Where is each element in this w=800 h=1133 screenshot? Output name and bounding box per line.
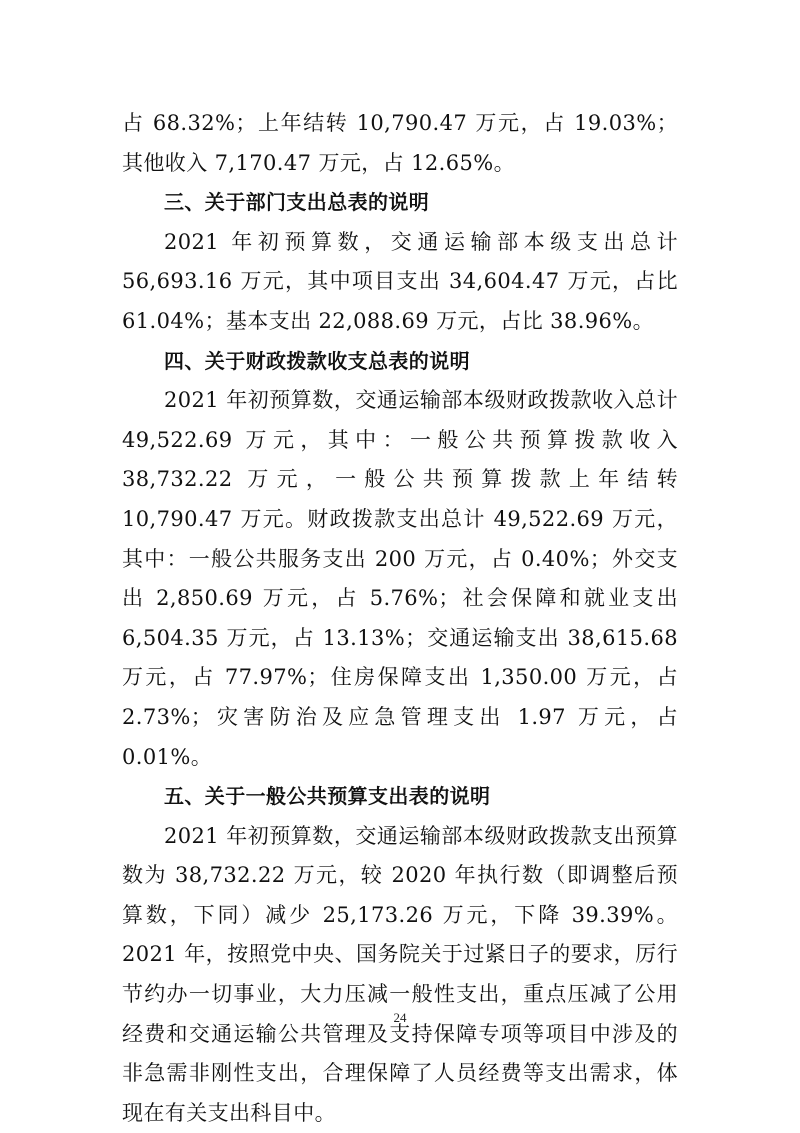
section-heading-4: 四、关于财政拨款收支总表的说明 [164,348,470,373]
paragraph-expenditure-total: 2021 年初预算数，交通运输部本级支出总计 56,693.16 万元，其中项目支出 34,604.47 万元，占比 61.04%；基本支出 22,088.69 万元，占比 38.96%。 [122,229,678,333]
page-number: 24 [393,1010,407,1025]
section-heading-3: 三、关于部门支出总表的说明 [164,190,430,215]
section-heading-5: 五、关于一般公共预算支出表的说明 [164,784,491,809]
body-text [122,104,678,1133]
paragraph-income-continuation: 占 68.32%；上年结转 10,790.47 万元，占 19.03%；其他收入 7,170.47 万元，占 12.65%。 [122,111,678,175]
paragraph-general-budget: 2021 年初预算数，交通运输部本级财政拨款支出预算数为 38,732.22 万元，较 2020 年执行数（即调整后预算数，下同）减少 25,173.26 万元，下降 39.39%。2021 年，按照党中央、国务院关于过紧日子的要求，厉行节约办一切事业，大力压减一般性支出，重点压减了公用经费和交通运输公共管理及支持保障专项等项目中涉及的非急需非刚性支出，合理保障了人员经费等支出需求，体现在有关支出科目中。 [122,823,678,1125]
paragraph-fiscal-appropriation: 2021 年初预算数，交通运输部本级财政拨款收入总计 49,522.69 万元，其中：一般公共预算拨款收入 38,732.22 万元，一般公共预算拨款上年结转 10,790.47 万元。财政拨款支出总计 49,522.69 万元，其中：一般公共服务支出 200 万元，占 0.40%；外交支出 2,850.69 万元，占 5.76%；社会保障和就业支出 6,504.35 万元，占 13.13%；交通运输支出 38,615.68 万元，占 77.97%；住房保障支出 1,350.00 万元，占 2.73%；灾害防治及应急管理支出 1.97 万元，占 0.01%。 [122,388,678,769]
